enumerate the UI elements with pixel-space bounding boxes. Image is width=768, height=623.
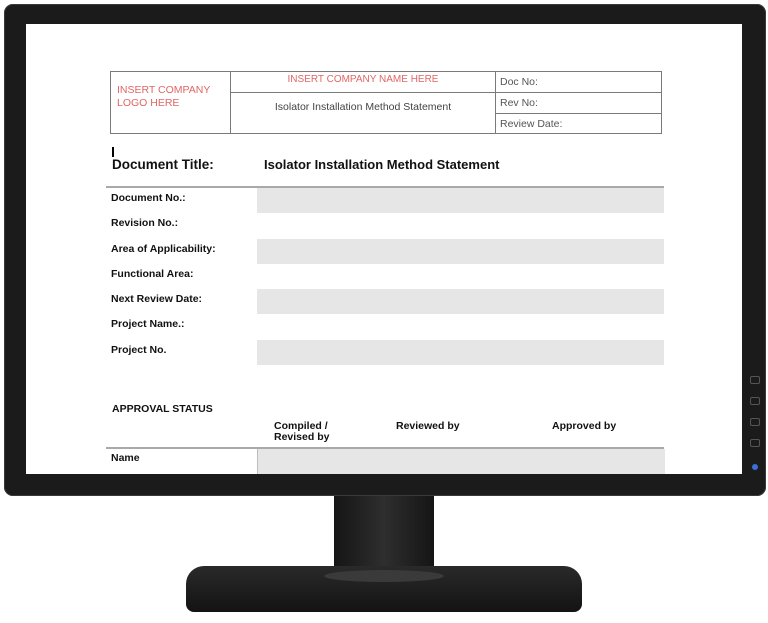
approval-column-compiled: Compiled / Revised by [274, 420, 330, 443]
info-label: Revision No.: [111, 217, 179, 230]
document-title-value[interactable]: Isolator Installation Method Statement [264, 157, 500, 172]
approval-row-label: Name [111, 452, 140, 464]
doc-no-field[interactable]: Doc No: [496, 72, 661, 93]
info-label: Next Review Date: [111, 293, 203, 306]
rev-no-field[interactable]: Rev No: [496, 93, 661, 114]
info-label: Area of Applicability: [111, 242, 216, 255]
monitor-button-4[interactable] [750, 439, 760, 447]
info-value-field[interactable] [257, 340, 664, 365]
info-row-next-review-date [106, 289, 664, 314]
text-cursor [112, 147, 114, 157]
monitor-screen [26, 24, 742, 474]
approval-status-heading: APPROVAL STATUS [112, 403, 213, 415]
monitor-stand-disc [324, 570, 444, 582]
monitor-button-2[interactable] [750, 397, 760, 405]
approval-column-reviewed: Reviewed by [396, 420, 460, 432]
info-row-area-of-applicability [106, 239, 664, 264]
monitor-button-3[interactable] [750, 418, 760, 426]
info-label: Document No.: [111, 192, 186, 204]
power-icon[interactable] [752, 464, 758, 470]
info-value-field[interactable] [257, 289, 664, 314]
info-row-project-name [106, 314, 664, 339]
info-label: Functional Area: [111, 267, 194, 280]
document-info-table [106, 186, 664, 365]
info-value-field[interactable] [257, 213, 664, 238]
info-value-field[interactable] [257, 264, 664, 289]
info-row-document-no [106, 188, 664, 213]
header-doc-title: Isolator Installation Method Statement [231, 93, 496, 133]
info-row-project-no [106, 340, 664, 365]
info-row-functional-area [106, 264, 664, 289]
company-logo-placeholder[interactable]: INSERT COMPANY LOGO HERE [111, 72, 231, 133]
info-label: Project Name.: [111, 318, 185, 331]
approval-column-approved: Approved by [552, 420, 617, 432]
info-row-revision-no [106, 213, 664, 238]
document-header-table [110, 71, 662, 134]
approval-row-name [106, 447, 664, 474]
review-date-field[interactable]: Review Date: [500, 118, 563, 130]
monitor-button-1[interactable] [750, 376, 760, 384]
info-label: Project No. [111, 343, 167, 356]
monitor-stand-neck [334, 496, 434, 574]
approval-name-field[interactable] [257, 449, 665, 474]
info-value-field[interactable] [257, 239, 664, 264]
document-title-label: Document Title: [112, 157, 214, 172]
info-value-field[interactable] [257, 314, 664, 339]
company-name-placeholder[interactable]: INSERT COMPANY NAME HERE [231, 72, 496, 93]
info-value-field[interactable] [257, 188, 664, 213]
